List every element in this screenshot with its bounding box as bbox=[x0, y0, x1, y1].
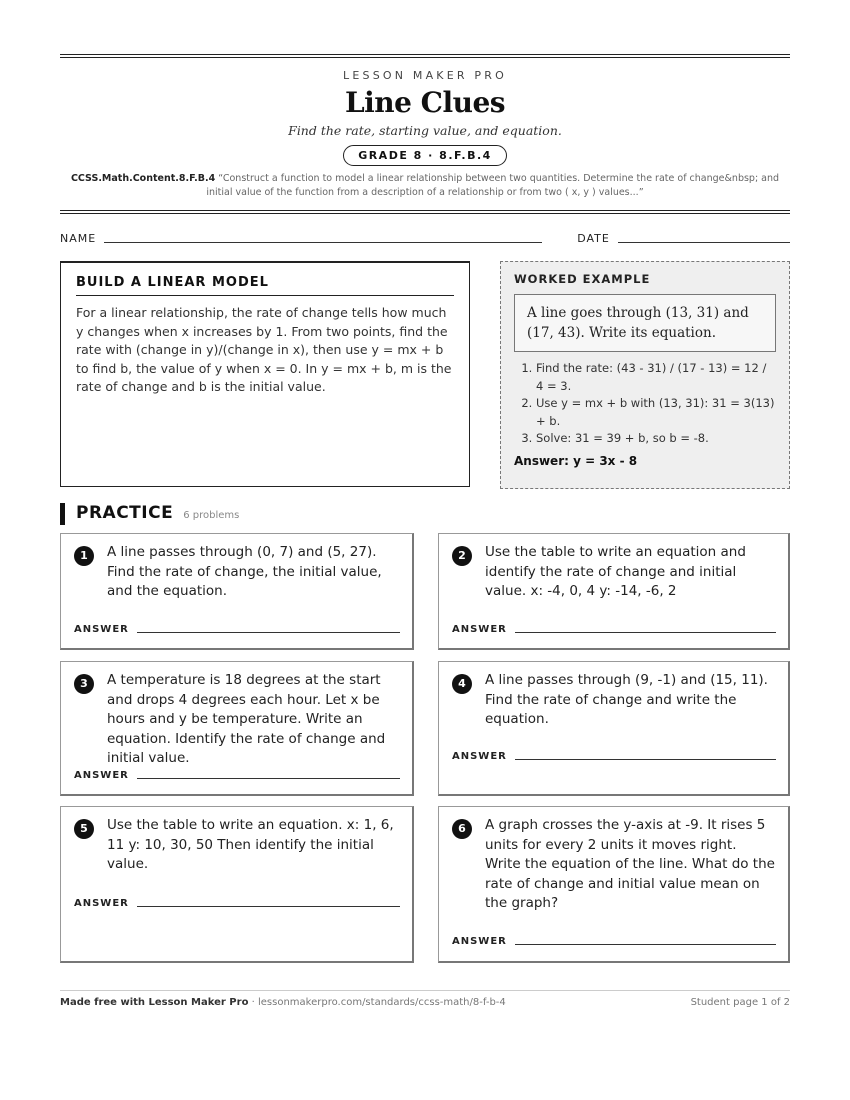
answer-row bbox=[74, 624, 400, 635]
answer-row bbox=[452, 624, 776, 635]
answer-row bbox=[452, 751, 776, 762]
footer-page-number: Student page 1 of 2 bbox=[690, 997, 790, 1008]
problem-number: 3 bbox=[74, 674, 94, 694]
worksheet-page bbox=[60, 54, 790, 965]
answer-row bbox=[452, 936, 776, 947]
build-model-title: BUILD A LINEAR MODEL bbox=[76, 275, 454, 296]
answer-label: ANSWER bbox=[74, 624, 129, 635]
problem-text: A temperature is 18 degrees at the start and drops 4 degrees each hour. Let x be hours and y be temperature. Write an equation. Identify the rate of change and initial value. bbox=[107, 672, 386, 766]
problem-text: A line passes through (0, 7) and (5, 27). Find the rate of change, the initial value, and the equation. bbox=[107, 544, 382, 599]
page-title: Line Clues bbox=[344, 86, 506, 119]
problem-number: 1 bbox=[74, 546, 94, 566]
worked-example-title: WORKED EXAMPLE bbox=[514, 272, 651, 286]
answer-field[interactable] bbox=[515, 759, 776, 760]
standard-description bbox=[60, 172, 790, 200]
problem-number: 5 bbox=[74, 819, 94, 839]
answer-label: ANSWER bbox=[74, 770, 129, 781]
answer-field[interactable] bbox=[137, 906, 400, 907]
worked-example-problem: A line goes through (13, 31) and (17, 43). Write its equation. bbox=[514, 294, 776, 352]
worked-example-step: 1. Find the rate: (43 - 31) / (17 - 13) = 12 / 4 = 3. bbox=[536, 360, 776, 395]
name-date-bar bbox=[60, 232, 790, 245]
problem-card-3 bbox=[60, 661, 414, 796]
problem-card-5 bbox=[60, 806, 414, 963]
standard-text: “Construct a function to model a linear relationship between two quantities. Determine the rate of change&nbsp; and initial value of the function from a description of a relationship or from two ( x, y ) values...” bbox=[206, 173, 780, 198]
brand-name: LESSON MAKER PRO bbox=[343, 69, 507, 82]
practice-grid bbox=[60, 533, 790, 965]
date-field[interactable] bbox=[618, 241, 790, 243]
top-double-rule bbox=[60, 54, 790, 58]
worked-example-answer: Answer: y = 3x - 8 bbox=[514, 453, 638, 468]
answer-row bbox=[74, 770, 400, 781]
worked-example-steps bbox=[514, 360, 776, 448]
worked-example-step: 2. Use y = mx + b with (13, 31): 31 = 3(13) + b. bbox=[536, 395, 776, 430]
problem-card-4 bbox=[438, 661, 790, 796]
problem-card-6 bbox=[438, 806, 790, 963]
grade-badge: GRADE 8 · 8.F.B.4 bbox=[343, 145, 507, 166]
answer-field[interactable] bbox=[137, 778, 400, 779]
standard-code: CCSS.Math.Content.8.F.B.4 bbox=[70, 173, 216, 184]
build-model-panel bbox=[60, 261, 470, 487]
page-footer bbox=[60, 990, 790, 1008]
answer-label: ANSWER bbox=[452, 624, 507, 635]
footer-credit bbox=[60, 997, 506, 1008]
practice-count: 6 problems bbox=[183, 510, 240, 521]
answer-row bbox=[74, 898, 400, 909]
problem-text: Use the table to write an equation and identify the rate of change and initial value. x: -4, 0, 4 y: -14, -6, 2 bbox=[485, 544, 746, 599]
answer-field[interactable] bbox=[515, 944, 776, 945]
problem-card-1 bbox=[60, 533, 414, 650]
problem-card-2 bbox=[438, 533, 790, 650]
build-model-body: For a linear relationship, the rate of change tells how much y changes when x increases by 1. From two points, find the rate with (change in y)/(change in x), then use y = mx + b to find b, the value of y when x = 0. In y = mx + b, m is the rate of change and b is the initial value. bbox=[76, 305, 452, 394]
problem-text: A graph crosses the y-axis at -9. It rises 5 units for every 2 units it moves right. Write the equation of the line. What do the rate of change and initial value mean on the graph? bbox=[485, 817, 775, 911]
problem-text: Use the table to write an equation. x: 1, 6, 11 y: 10, 30, 50 Then identify the initial value. bbox=[107, 817, 394, 872]
answer-field[interactable] bbox=[515, 632, 776, 633]
practice-title: PRACTICE bbox=[76, 503, 174, 523]
worked-example-step: 3. Solve: 31 = 39 + b, so b = -8. bbox=[536, 430, 776, 448]
answer-field[interactable] bbox=[137, 632, 400, 633]
name-label: NAME bbox=[60, 232, 97, 245]
worked-example-panel bbox=[500, 261, 790, 489]
answer-label: ANSWER bbox=[452, 936, 507, 947]
practice-heading bbox=[60, 503, 790, 525]
problem-number: 2 bbox=[452, 546, 472, 566]
problem-number: 6 bbox=[452, 819, 472, 839]
footer-url: · lessonmakerpro.com/standards/ccss-math/8-f-b-4 bbox=[248, 997, 506, 1008]
intro-panels bbox=[60, 261, 790, 489]
footer-made-with: Made free with Lesson Maker Pro bbox=[60, 997, 249, 1008]
answer-label: ANSWER bbox=[74, 898, 129, 909]
answer-label: ANSWER bbox=[452, 751, 507, 762]
date-label: DATE bbox=[577, 232, 610, 245]
problem-number: 4 bbox=[452, 674, 472, 694]
name-field[interactable] bbox=[104, 241, 542, 243]
problem-text: A line passes through (9, -1) and (15, 11). Find the rate of change and write the equation. bbox=[485, 672, 768, 727]
page-subtitle: Find the rate, starting value, and equation. bbox=[288, 123, 562, 138]
header-bottom-double-rule bbox=[60, 210, 790, 214]
